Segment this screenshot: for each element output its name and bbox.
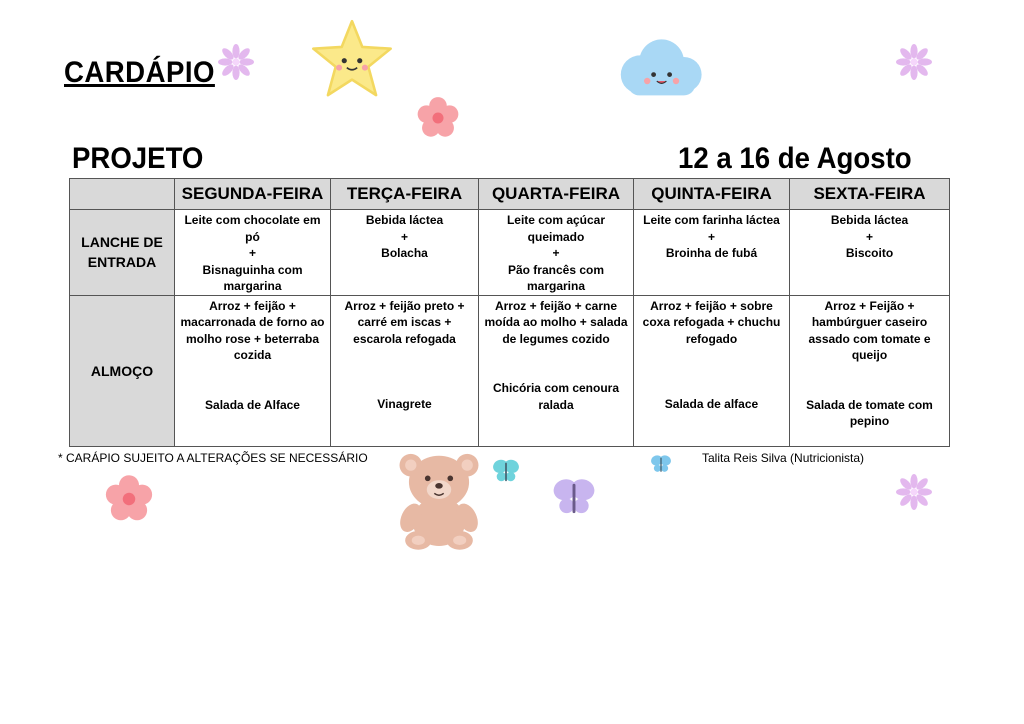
menu-item: Pão francês com margarina	[507, 262, 605, 293]
teddy-bear-icon	[392, 448, 486, 550]
butterfly-icon	[492, 458, 520, 484]
salad-item: Salada de tomate com pepino	[806, 397, 933, 428]
corner-cell	[70, 179, 175, 210]
flower-icon	[896, 44, 932, 80]
lunch-cell-wednesday	[479, 295, 634, 446]
plus-sign: +	[400, 229, 408, 244]
menu-item: Leite com farinha láctea	[643, 213, 780, 227]
disclaimer-note: * CARÁPIO SUJEITO A ALTERAÇÕES SE NECESSÁRIO	[58, 451, 368, 465]
menu-item: Arroz + feijão + macarronada de forno ao molho rose + beterraba cozida	[180, 298, 325, 362]
lunch-cell-tuesday	[331, 295, 479, 446]
salad-item: Salada de alface	[664, 397, 759, 411]
row-header-lunch: ALMOÇO	[70, 295, 175, 446]
plus-sign: +	[707, 229, 715, 244]
snack-cell-tuesday	[331, 210, 479, 296]
lunch-cell-monday	[175, 295, 331, 446]
column-header-wednesday: QUARTA-FEIRA	[479, 179, 634, 210]
nutritionist-signature: Talita Reis Silva (Nutricionista)	[702, 451, 865, 465]
lunch-cell-friday	[790, 295, 950, 446]
snack-cell-monday	[175, 210, 331, 296]
date-range: 12 a 16 de Agosto	[678, 142, 912, 175]
plus-sign: +	[552, 246, 560, 260]
column-header-friday: SEXTA-FEIRA	[790, 179, 950, 210]
salad-item: Chicória com cenoura ralada	[492, 381, 620, 412]
column-header-monday: SEGUNDA-FEIRA	[175, 179, 331, 210]
menu-item: Biscoito	[845, 246, 894, 260]
butterfly-icon	[552, 476, 596, 518]
menu-item: Bebida láctea	[830, 213, 909, 227]
menu-item: Arroz + feijão preto + carré em iscas + escarola refogada	[344, 298, 465, 346]
star-icon	[308, 16, 396, 102]
flower-icon	[100, 474, 158, 524]
menu-item: Bolacha	[381, 246, 428, 260]
column-header-tuesday: TERÇA-FEIRA	[331, 179, 479, 210]
menu-item: Bebida láctea	[365, 213, 444, 227]
row-header-snack: LANCHE DE ENTRADA	[70, 210, 175, 296]
plus-sign: +	[248, 246, 256, 260]
project-label: PROJETO	[72, 142, 204, 175]
cloud-icon	[612, 34, 708, 104]
menu-item: Arroz + feijão + carne moída ao molho + salada de legumes cozido	[484, 298, 628, 346]
table-row	[70, 210, 950, 296]
menu-item: Arroz + feijão + sobre coxa refogada + chuchu refogado	[642, 298, 781, 346]
butterfly-icon	[650, 454, 672, 474]
menu-table	[69, 178, 950, 447]
column-header-thursday: QUINTA-FEIRA	[634, 179, 790, 210]
snack-cell-friday	[790, 210, 950, 296]
salad-item: Salada de Alface	[205, 397, 300, 412]
menu-item: Bisnaguinha com margarina	[202, 262, 303, 293]
lunch-cell-thursday	[634, 295, 790, 446]
table-row	[70, 295, 950, 446]
flower-icon	[896, 474, 932, 510]
plus-sign: +	[865, 229, 873, 244]
menu-item: Leite com chocolate em pó	[184, 213, 321, 244]
flower-icon	[218, 44, 254, 80]
snack-cell-thursday	[634, 210, 790, 296]
page-title: CARDÁPIO	[64, 56, 215, 89]
menu-item: Arroz + Feijão + hambúrguer caseiro assado com tomate e queijo	[808, 298, 931, 362]
table-header-row	[70, 179, 950, 210]
menu-item: Broinha de fubá	[665, 246, 758, 260]
snack-cell-wednesday	[479, 210, 634, 296]
menu-item: Leite com açúcar queimado	[506, 213, 606, 244]
salad-item: Vinagrete	[377, 397, 432, 411]
flower-icon	[416, 96, 460, 140]
